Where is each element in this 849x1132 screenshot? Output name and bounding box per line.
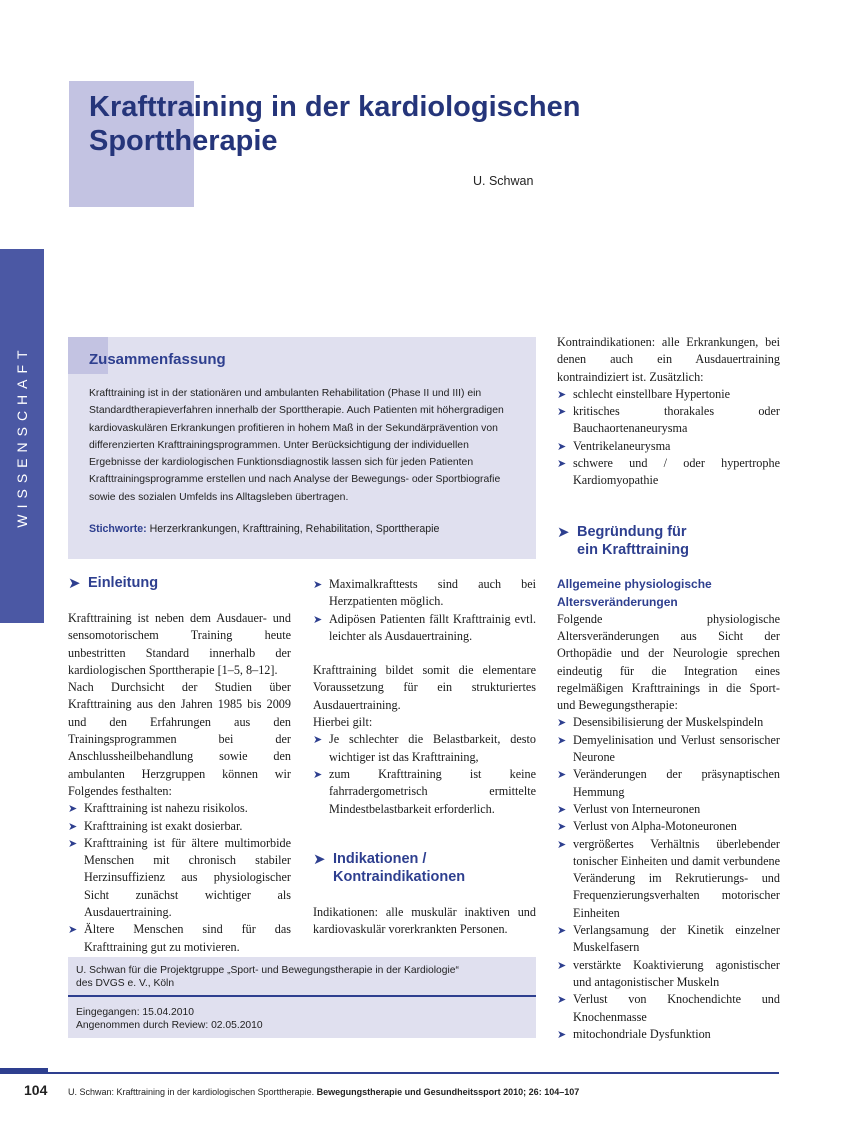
abstract-text: Krafttraining ist in der stationären und ambulanten Rehabilitation (Phase II und III) ein Standardtherapieverfahren innerhalb der Sporttherapie. Auch Patienten mit höhergradigen kardiovaskulären Erkrankungen profitieren in hohem Maß in der Sekundärprävention von differenzierten Krafttrainingsprogrammen. Unter Berücksichtigung der individuellen Ergebnisse der kardiologischen Funktionsdiagnostik lassen sich für jeden Patienten Krafttrainingsprogramme erstellen und nach Analyse der Bewegungs- oder Sportbiografie sowie des sozialen Umfelds ins Alltagsleben übertragen. — [89, 388, 504, 503]
arrowhead-bullet-icon: ➤ — [557, 733, 567, 747]
list-item-text: verstärkte Koaktivierung agonistischer und antagonistischer Muskeln — [573, 957, 780, 989]
list-item-text: Verlust von Interneuronen — [573, 801, 701, 816]
paragraph: Krafttraining bildet somit die elementare Voraussetzung für ein strukturiertes Ausdauertraining. — [313, 663, 536, 712]
bullet-list — [557, 714, 780, 1043]
title-line-2: Sporttherapie — [89, 125, 278, 157]
title-line-1: Krafttraining in der kardiologischen — [89, 91, 581, 123]
list-item-text: Verlust von Alpha-Motoneuronen — [573, 819, 737, 834]
column-1 — [68, 574, 291, 956]
received-date: Eingegangen: 15.04.2010 — [76, 1007, 194, 1018]
list-item-text: Maximalkrafttests sind auch bei Herzpatienten möglich. — [329, 577, 536, 609]
list-item — [313, 731, 536, 766]
section-heading-text: Einleitung — [88, 575, 159, 591]
section-heading-line-2: Kontraindikationen — [333, 868, 466, 885]
list-item-text: vergrößertes Verhältnis überlebender tonischer Einheiten und damit verbundene Veränderung im Rekrutierungs- und Frequenzierungsverhalten motorischer Einheiten — [573, 836, 780, 920]
arrowhead-bullet-icon: ➤ — [68, 836, 78, 850]
list-item-text: Je schlechter die Belastbarkeit, desto wichtiger ist das Krafttraining, — [329, 732, 536, 764]
list-item — [557, 836, 780, 922]
paragraph: Kontraindikationen: alle Erkrankungen, bei denen auch ein Ausdauertraining kontraindiziert ist. Zusätzlich: — [557, 335, 780, 384]
section-heading-indikationen — [313, 850, 536, 886]
affiliation — [76, 965, 526, 990]
arrowhead-bullet-icon: ➤ — [557, 387, 567, 401]
list-item-text: schwere und / oder hypertrophe Kardiomyopathie — [573, 456, 780, 488]
citation — [68, 1087, 579, 1097]
list-item — [557, 438, 780, 455]
info-divider — [68, 995, 536, 997]
list-item — [557, 801, 780, 818]
subsection-heading-line-2: Altersveränderungen — [557, 594, 678, 609]
affiliation-line-2: des DVGS e. V., Köln — [76, 977, 175, 989]
page-number: 104 — [24, 1082, 48, 1098]
paragraph: Indikationen: alle muskulär inaktiven und kardiovaskulär vorerkrankten Personen. — [313, 904, 536, 937]
list-item-text: Krafttraining ist für ältere multimorbide Menschen mit chronisch stabiler Herzinsuffizienz aus physiologischer Sicht zunächst wichtiger als Ausdauertraining. — [84, 835, 291, 920]
article-info-box — [68, 957, 536, 1038]
abstract-heading: Zusammenfassung — [89, 351, 226, 368]
list-item — [68, 800, 291, 817]
arrowhead-bullet-icon: ➤ — [557, 1027, 567, 1041]
dates — [76, 1007, 263, 1032]
subsection-heading — [557, 575, 780, 611]
list-item — [557, 386, 780, 403]
bullet-list — [313, 576, 536, 645]
list-item — [557, 818, 780, 835]
paragraph: Nach Durchsicht der Studien über Krafttraining aus den Jahren 1985 bis 2009 und den Erfahrungen aus den Trainingsprogrammen bei der Anschlussheilbehandlung sowie den ambulanten Herzgruppen können wir Folgendes festhalten: — [68, 680, 291, 798]
list-item — [313, 576, 536, 611]
keywords-label: Stichworte: — [89, 523, 147, 535]
subsection-heading-line-1: Allgemeine physiologische — [557, 576, 712, 591]
list-item-text: Adipösen Patienten fällt Krafttrainig evtl. leichter als Ausdauertraining. — [329, 611, 536, 643]
list-item — [557, 732, 780, 767]
arrowhead-bullet-icon: ➤ — [313, 733, 323, 747]
section-heading-line-1: Begründung für — [577, 523, 687, 540]
arrowhead-bullet-icon: ➤ — [557, 716, 567, 730]
arrowhead-bullet-icon: ➤ — [557, 837, 567, 851]
footer-rule — [48, 1072, 779, 1074]
list-item — [557, 1026, 780, 1043]
arrowhead-section-icon: ➤ — [68, 574, 81, 592]
list-item — [557, 922, 780, 957]
arrowhead-bullet-icon: ➤ — [313, 767, 323, 781]
list-item — [557, 766, 780, 801]
list-item — [557, 455, 780, 490]
paragraph: Krafttraining ist neben dem Ausdauer- und sensomotorischem Training heute unbestritten Standard innerhalb der kardiologischen Sporttherapie [1–5, 8–12]. — [68, 611, 291, 677]
column-3 — [557, 334, 780, 1043]
arrowhead-bullet-icon: ➤ — [557, 802, 567, 816]
section-heading-line-1: Indikationen / — [333, 850, 427, 867]
arrowhead-bullet-icon: ➤ — [557, 958, 567, 972]
section-heading-begruendung — [557, 523, 780, 559]
paragraph: Folgende physiologische Altersveränderungen aus Sicht der Orthopädie und der Neurologie sprechen eindeutig für die Integration eines regelmäßigen Krafttrainings in die Sport- und Bewegungstherapie: — [557, 611, 780, 713]
citation-plain: U. Schwan: Krafttraining in der kardiologischen Sporttherapie. — [68, 1087, 317, 1097]
list-item — [557, 957, 780, 992]
article-title — [89, 90, 689, 158]
list-item — [313, 766, 536, 818]
list-item — [557, 714, 780, 731]
list-item — [68, 921, 291, 956]
list-item-text: Verlust von Knochendichte und Knochenmasse — [573, 992, 780, 1024]
arrowhead-bullet-icon: ➤ — [557, 993, 567, 1007]
bullet-list — [557, 386, 780, 490]
list-item-text: Veränderungen der präsynaptischen Hemmung — [573, 767, 780, 799]
arrowhead-section-icon: ➤ — [313, 849, 326, 868]
list-item — [557, 403, 780, 438]
column-2 — [313, 576, 536, 938]
arrowhead-section-icon: ➤ — [557, 522, 570, 541]
arrowhead-bullet-icon: ➤ — [557, 405, 567, 419]
list-item — [68, 835, 291, 921]
arrowhead-bullet-icon: ➤ — [557, 457, 567, 471]
affiliation-line-1: U. Schwan für die Projektgruppe „Sport- und Bewegungstherapie in der Kardiologie“ — [76, 965, 459, 976]
arrowhead-bullet-icon: ➤ — [557, 820, 567, 834]
arrowhead-bullet-icon: ➤ — [313, 578, 323, 591]
section-heading-line-2: ein Krafttraining — [577, 541, 689, 558]
section-heading-einleitung — [68, 574, 291, 592]
arrowhead-bullet-icon: ➤ — [557, 439, 567, 453]
keywords — [89, 523, 519, 535]
arrowhead-bullet-icon: ➤ — [557, 768, 567, 782]
citation-journal: Bewegungstherapie und Gesundheitssport 2010; 26: 104–107 — [316, 1087, 580, 1097]
arrowhead-bullet-icon: ➤ — [313, 612, 323, 626]
accepted-date: Angenommen durch Review: 02.05.2010 — [76, 1019, 263, 1031]
arrowhead-bullet-icon: ➤ — [557, 924, 567, 938]
list-item-text: Ventrikelaneurysma — [573, 438, 671, 453]
list-item — [557, 991, 780, 1026]
list-item-text: Krafttraining ist exakt dosierbar. — [84, 818, 243, 833]
bullet-list — [313, 731, 536, 817]
section-side-label: WISSENSCHAFT — [14, 344, 30, 528]
author: U. Schwan — [473, 174, 534, 188]
arrowhead-bullet-icon: ➤ — [68, 819, 78, 833]
list-item — [313, 611, 536, 646]
footer-accent-bar — [0, 1068, 48, 1074]
bullet-list — [68, 800, 291, 956]
list-item-text: mitochondriale Dysfunktion — [573, 1026, 711, 1041]
list-item-text: Desensibilisierung der Muskelspindeln — [573, 715, 764, 730]
keywords-list: Herzerkrankungen, Krafttraining, Rehabilitation, Sporttherapie — [149, 523, 440, 535]
arrowhead-bullet-icon: ➤ — [68, 802, 78, 816]
list-item-text: Krafttraining ist nahezu risikolos. — [84, 801, 248, 816]
list-item-text: schlecht einstellbare Hypertonie — [573, 386, 731, 401]
list-item-text: zum Krafttraining ist keine fahrradergometrisch ermittelte Mindestbelastbarkeit erforderlich. — [329, 766, 536, 816]
list-item-text: Ältere Menschen sind für das Krafttraining gut zu motivieren. — [84, 922, 291, 954]
list-item-text: Verlangsamung der Kinetik einzelner Muskelfasern — [573, 923, 780, 955]
list-item-text: kritisches thorakales oder Bauchaortenaneurysma — [573, 404, 780, 436]
abstract-box — [68, 337, 536, 559]
paragraph: Hierbei gilt: — [313, 715, 373, 730]
arrowhead-bullet-icon: ➤ — [68, 923, 78, 937]
list-item-text: Demyelinisation und Verlust sensorischer Neurone — [573, 732, 780, 765]
list-item — [68, 818, 291, 835]
